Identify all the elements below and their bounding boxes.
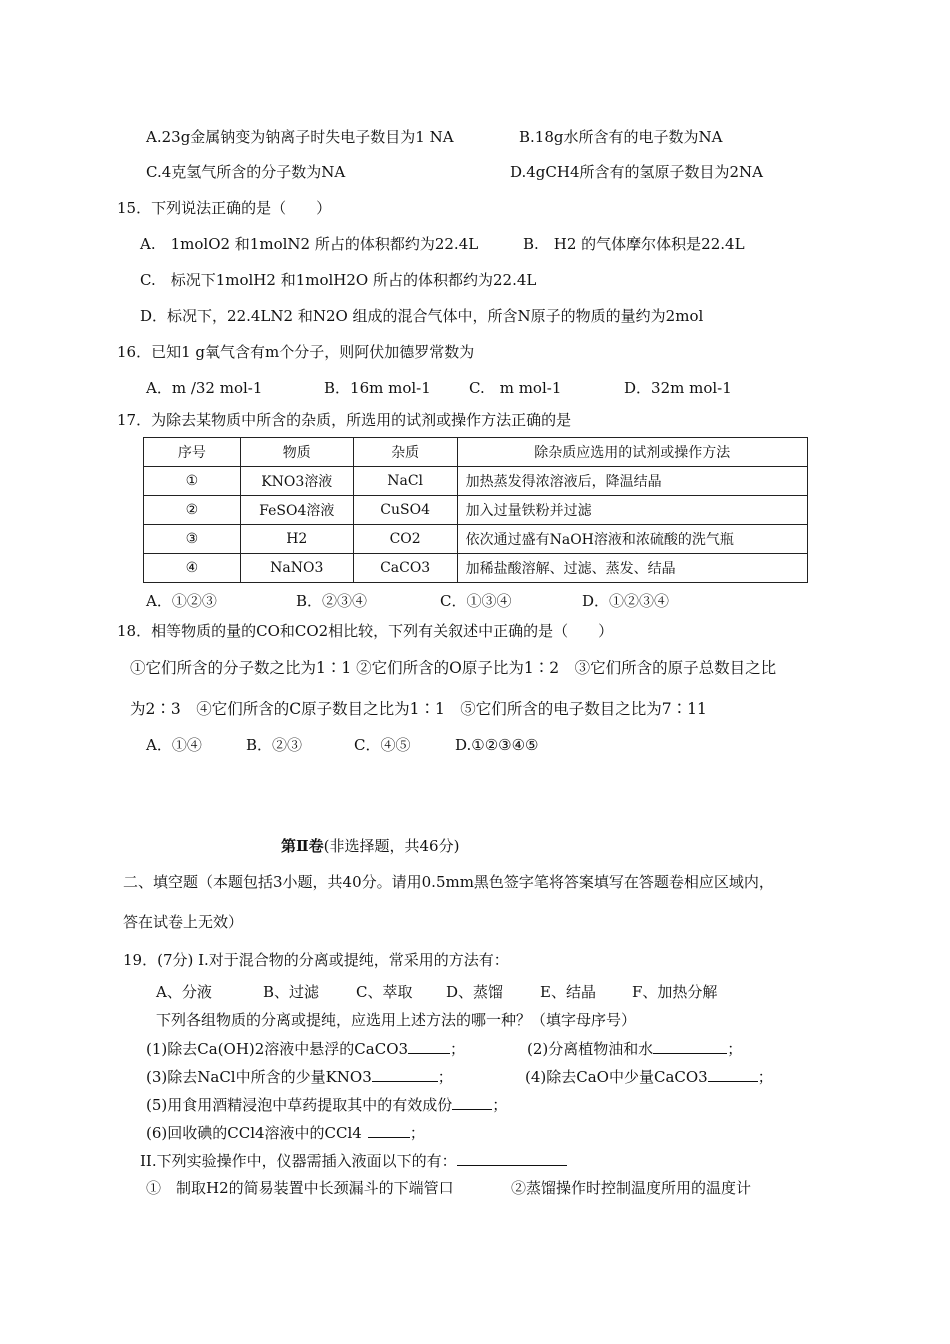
q15-option-a: A. 1molO2 和1molN2 所占的体积都约为22.4L (140, 235, 479, 253)
q19-op-1: ① 制取H2的简易装置中长颈漏斗的下端管口 (146, 1179, 454, 1197)
table-cell: NaNO3 (240, 554, 353, 583)
q17-table (143, 437, 808, 583)
table-header: 序号 (144, 438, 241, 467)
q19-part2 (140, 1150, 567, 1171)
part2-subtitle: (非选择题，共46分) (323, 837, 460, 855)
table-cell: FeSO4溶液 (240, 496, 353, 525)
table-cell: CO2 (353, 525, 457, 554)
table-cell: ① (144, 467, 241, 496)
q19-method: C、萃取 (356, 983, 413, 1001)
q19-item-6 (146, 1122, 425, 1143)
q19-item-3 (146, 1066, 453, 1087)
q19-item-1 (146, 1038, 465, 1059)
q17-option-b: B．②③④ (296, 592, 368, 610)
q15-option-c: C. 标况下1molH2 和1molH2O 所占的体积都约为22.4L (140, 271, 537, 289)
q19-item-3-text: (3)除去NaCl中所含的少量KNO3 (146, 1068, 372, 1086)
q16-stem: 16．已知1 g氧气含有m个分子，则阿伏加德罗常数为 (117, 343, 475, 361)
q15-option-b: B. H2 的气体摩尔体积是22.4L (523, 235, 745, 253)
q16-option-b: B．16m mol-1 (324, 379, 431, 397)
q18-option-c: C．④⑤ (354, 736, 411, 754)
answer-blank[interactable] (452, 1094, 492, 1110)
q19-prompt: 下列各组物质的分离或提纯，应选用上述方法的哪一种？（填字母序号） (156, 1011, 637, 1029)
q15-option-d: D．标况下，22.4LN2 和N2O 组成的混合气体中，所含N原子的物质的量约为2mol (140, 307, 704, 325)
separator: ； (727, 1040, 743, 1058)
separator: ； (409, 1124, 425, 1142)
q19-item-5-text: (5)用食用酒精浸泡中草药提取其中的有效成份 (146, 1096, 453, 1114)
separator: ； (492, 1096, 508, 1114)
table-cell: CuSO4 (353, 496, 457, 525)
table-cell: H2 (240, 525, 353, 554)
q19-op-2: ②蒸馏操作时控制温度所用的温度计 (511, 1179, 752, 1197)
table-row (144, 496, 808, 525)
q19-method: F、加热分解 (632, 983, 718, 1001)
table-row (144, 554, 808, 583)
q17-option-c: C．①③④ (440, 592, 512, 610)
separator: ； (757, 1068, 773, 1086)
table-cell: ② (144, 496, 241, 525)
q16-option-d: D．32m mol-1 (624, 379, 732, 397)
part2-instructions-line-2: 答在试卷上无效） (123, 913, 244, 931)
q19-methods-row (0, 982, 950, 1002)
table-row (144, 467, 808, 496)
answer-blank[interactable] (368, 1122, 410, 1138)
q14-option-b: B.18g水所含有的电子数为NA (519, 128, 723, 146)
q18-option-a: A．①④ (146, 736, 202, 754)
q18-statement-line-2: 为2∶3 ④它们所含的C原子数目之比为1∶1 ⑤它们所含的电子数目之比为7∶11 (130, 700, 707, 718)
q19-method: D、蒸馏 (446, 983, 504, 1001)
table-cell: 依次通过盛有NaOH溶液和浓硫酸的洗气瓶 (457, 525, 807, 554)
q16-option-c: C. m mol-1 (469, 379, 562, 397)
table-cell: ④ (144, 554, 241, 583)
q19-method: B、过滤 (263, 983, 320, 1001)
table-cell: CaCO3 (353, 554, 457, 583)
q19-part2-text: II.下列实验操作中，仪器需插入液面以下的有： (140, 1152, 457, 1170)
table-cell: ③ (144, 525, 241, 554)
q14-option-a: A.23g金属钠变为钠离子时失电子数目为1 NA (146, 128, 454, 146)
answer-blank[interactable] (457, 1150, 567, 1166)
q14-option-d: D.4gCH4所含有的氢原子数目为2NA (510, 163, 764, 181)
q14-option-c: C.4克氢气所含的分子数为NA (146, 163, 346, 181)
q19-item-4-text: (4)除去CaO中少量CaCO3 (525, 1068, 708, 1086)
part2-title: 第Ⅱ卷 (281, 837, 324, 855)
table-header: 除杂质应选用的试剂或操作方法 (457, 438, 807, 467)
table-header: 杂质 (353, 438, 457, 467)
table-cell: 加入过量铁粉并过滤 (457, 496, 807, 525)
q17-option-d: D．①②③④ (582, 592, 670, 610)
table-cell: 加热蒸发得浓溶液后，降温结晶 (457, 467, 807, 496)
q18-statement-line-1: ①它们所含的分子数之比为1∶1 ②它们所含的O原子比为1∶2 ③它们所含的原子总数目之比 (130, 659, 777, 677)
q18-stem: 18．相等物质的量的CO和CO2相比较，下列有关叙述中正确的是（ ） (117, 622, 614, 640)
q19-stem: 19．(7分) I.对于混合物的分离或提纯，常采用的方法有： (123, 951, 509, 969)
q19-item-2-text: (2)分离植物油和水 (527, 1040, 654, 1058)
answer-blank[interactable] (372, 1066, 438, 1082)
table-row (144, 525, 808, 554)
q19-item-5 (146, 1094, 507, 1115)
part2-heading (281, 836, 459, 856)
q19-method: A、分液 (156, 983, 212, 1001)
answer-blank[interactable] (653, 1038, 727, 1054)
table-header-row (144, 438, 808, 467)
q19-item-2 (527, 1038, 742, 1059)
q16-option-a: A．m /32 mol-1 (146, 379, 263, 397)
separator: ； (450, 1040, 466, 1058)
q19-item-1-text: (1)除去Ca(OH)2溶液中悬浮的CaCO3 (146, 1040, 409, 1058)
q15-stem: 15．下列说法正确的是（ ） (117, 199, 332, 217)
q17-stem: 17．为除去某物质中所含的杂质，所选用的试剂或操作方法正确的是 (117, 411, 572, 429)
table-cell: NaCl (353, 467, 457, 496)
q19-item-4 (525, 1066, 773, 1087)
table-cell: KNO3溶液 (240, 467, 353, 496)
q18-option-d: D.①②③④⑤ (455, 736, 539, 754)
q19-method: E、结晶 (540, 983, 596, 1001)
table-cell: 加稀盐酸溶解、过滤、蒸发、结晶 (457, 554, 807, 583)
q18-option-b: B．②③ (246, 736, 303, 754)
part2-instructions-line-1: 二、填空题（本题包括3小题，共40分。请用0.5mm黑色签字笔将答案填写在答题卷相应区域内， (123, 873, 774, 891)
answer-blank[interactable] (408, 1038, 450, 1054)
q17-option-a: A．①②③ (146, 592, 217, 610)
q19-item-6-text: (6)回收碘的CCl4溶液中的CCl4 (146, 1124, 362, 1142)
table-header: 物质 (240, 438, 353, 467)
separator: ； (437, 1068, 453, 1086)
answer-blank[interactable] (708, 1066, 758, 1082)
